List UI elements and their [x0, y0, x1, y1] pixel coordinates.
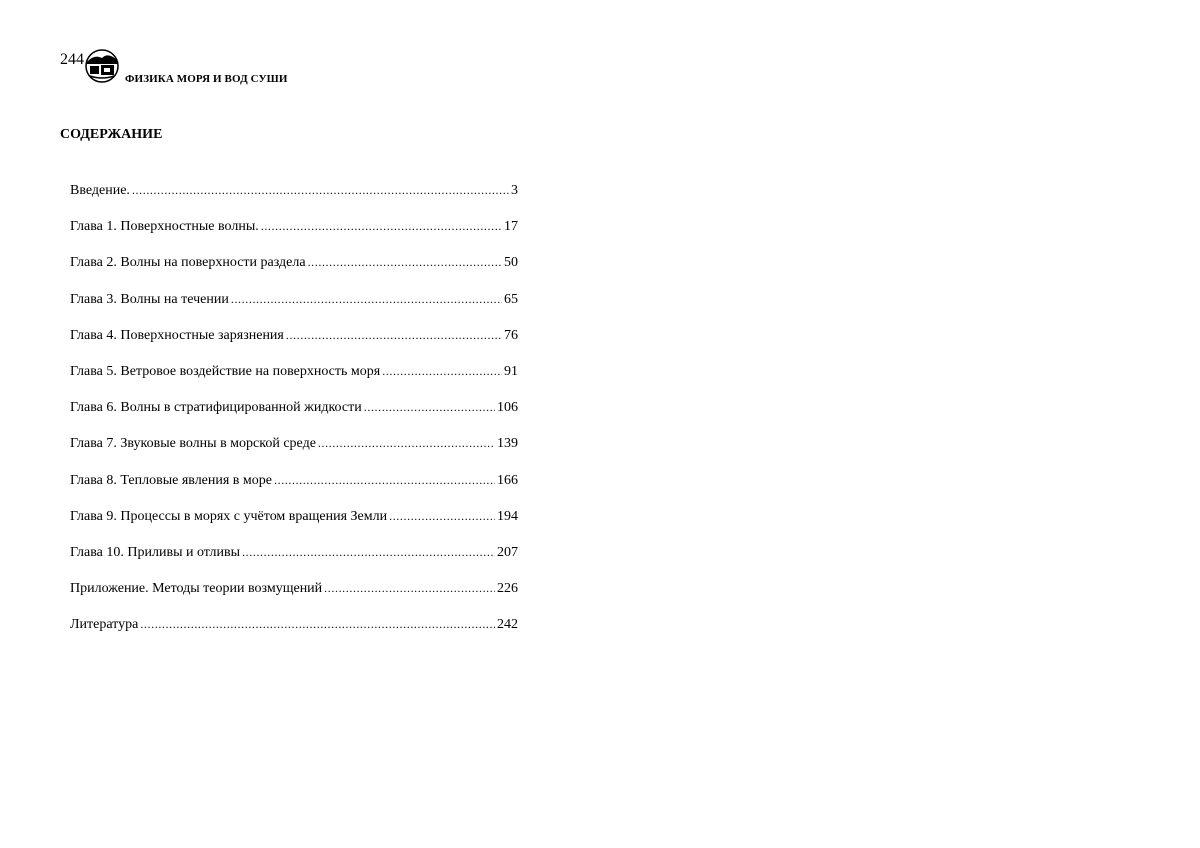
page-number: 244 [60, 51, 84, 68]
toc-entry[interactable] [70, 543, 518, 579]
toc-entry[interactable] [70, 507, 518, 543]
toc-entry[interactable] [70, 290, 518, 326]
toc-entry-title: Глава 3. Волны на течении [70, 291, 229, 307]
toc-entry-page: 106 [497, 400, 518, 416]
toc-entry-title: Литература [70, 617, 139, 633]
toc-dot-leader [308, 253, 502, 271]
toc-dot-leader [286, 326, 502, 344]
toc-entry-page: 194 [497, 508, 518, 524]
toc-entry-title: Глава 1. Поверхностные волны. [70, 219, 259, 235]
toc-entry-title: Приложение. Методы теории возмущений [70, 581, 323, 597]
toc-dot-leader [324, 579, 495, 597]
toc-entry[interactable] [70, 579, 518, 615]
toc-entry[interactable] [70, 615, 518, 651]
toc-entry-page: 207 [497, 544, 518, 560]
table-of-contents [70, 181, 518, 651]
toc-entry[interactable] [70, 471, 518, 507]
toc-dot-leader [132, 181, 509, 199]
toc-entry-title: Глава 2. Волны на поверхности раздела [70, 255, 306, 271]
toc-entry-page: 17 [504, 219, 518, 235]
toc-dot-leader [261, 217, 502, 235]
toc-entry[interactable] [70, 181, 518, 217]
toc-dot-leader [140, 615, 495, 633]
toc-entry-page: 226 [497, 581, 518, 597]
toc-entry-title: Глава 8. Тепловые явления в море [70, 472, 272, 488]
toc-entry-title: Глава 5. Ветровое воздействие на поверхность моря [70, 363, 381, 379]
toc-dot-leader [364, 398, 495, 416]
toc-entry-title: Введение. [70, 183, 130, 198]
toc-dot-leader [242, 543, 495, 561]
toc-entry-page: 76 [504, 327, 518, 343]
toc-entry-page: 166 [497, 472, 518, 488]
toc-entry-title: Глава 10. Приливы и отливы [70, 544, 241, 560]
toc-entry-page: 91 [504, 363, 518, 379]
toc-entry-page: 3 [511, 183, 518, 198]
toc-entry-page: 65 [504, 291, 518, 307]
toc-entry[interactable] [70, 253, 518, 289]
toc-dot-leader [318, 434, 495, 452]
toc-entry-page: 139 [497, 436, 518, 452]
toc-entry-page: 50 [504, 255, 518, 271]
publisher-logo-icon [84, 48, 120, 84]
toc-entry-title: Глава 4. Поверхностные зарязнения [70, 327, 284, 343]
toc-entry[interactable] [70, 326, 518, 362]
toc-dot-leader [274, 471, 495, 489]
running-title: ФИЗИКА МОРЯ И ВОД СУШИ [125, 73, 288, 85]
toc-entry-title: Глава 7. Звуковые волны в морской среде [70, 436, 316, 452]
toc-heading: СОДЕРЖАНИЕ [60, 127, 163, 142]
toc-entry[interactable] [70, 362, 518, 398]
toc-entry[interactable] [70, 398, 518, 434]
toc-dot-leader [382, 362, 502, 380]
toc-dot-leader [389, 507, 495, 525]
toc-entry-title: Глава 9. Процессы в морях с учётом вращения Земли [70, 508, 388, 524]
toc-entry-title: Глава 6. Волны в стратифицированной жидкости [70, 400, 362, 416]
toc-entry[interactable] [70, 217, 518, 253]
toc-entry-page: 242 [497, 617, 518, 633]
toc-dot-leader [231, 290, 502, 308]
toc-entry[interactable] [70, 434, 518, 470]
